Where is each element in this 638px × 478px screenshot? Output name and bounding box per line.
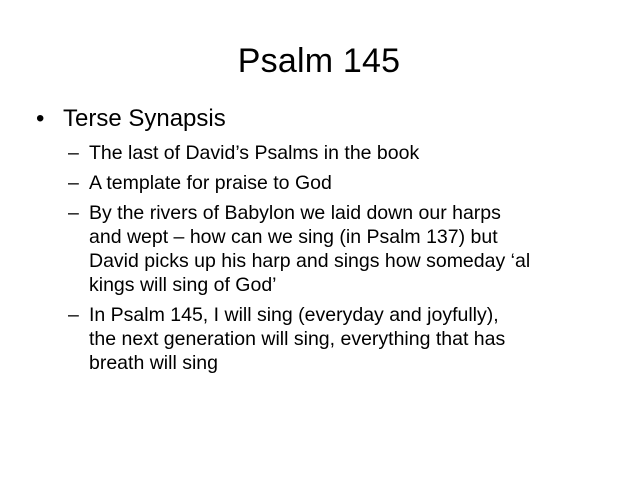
sub-bullet-line: the next generation will sing, everything that has — [89, 328, 506, 350]
sub-bullet-line: and wept – how can we sing (in Psalm 137) but — [89, 226, 498, 248]
sub-bullet-line: By the rivers of Babylon we laid down our harps — [89, 202, 501, 224]
dash-marker: – — [68, 304, 79, 326]
dash-marker: – — [68, 202, 79, 224]
sub-bullet-item — [36, 141, 616, 165]
sub-bullet-item — [36, 201, 616, 297]
bullet-marker: • — [36, 105, 45, 132]
sub-bullet-line: A template for praise to God — [89, 172, 332, 194]
bullet-item — [36, 104, 616, 134]
sub-bullet-item — [36, 171, 616, 195]
sub-bullet-list — [36, 141, 616, 375]
sub-bullet-line: In Psalm 145, I will sing (everyday and joyfully), — [89, 304, 499, 326]
sub-bullet-line: breath will sing — [89, 352, 218, 374]
bullet-text: Terse Synapsis — [63, 105, 226, 132]
sub-bullet-line: kings will sing of God’ — [89, 274, 277, 296]
sub-bullet-item — [36, 303, 616, 375]
dash-marker: – — [68, 172, 79, 194]
slide-content — [36, 104, 616, 381]
slide-title: Psalm 145 — [237, 42, 401, 80]
sub-bullet-line: David picks up his harp and sings how someday ‘al — [89, 250, 531, 272]
sub-bullet-line: The last of David’s Psalms in the book — [89, 142, 420, 164]
dash-marker: – — [68, 142, 79, 164]
